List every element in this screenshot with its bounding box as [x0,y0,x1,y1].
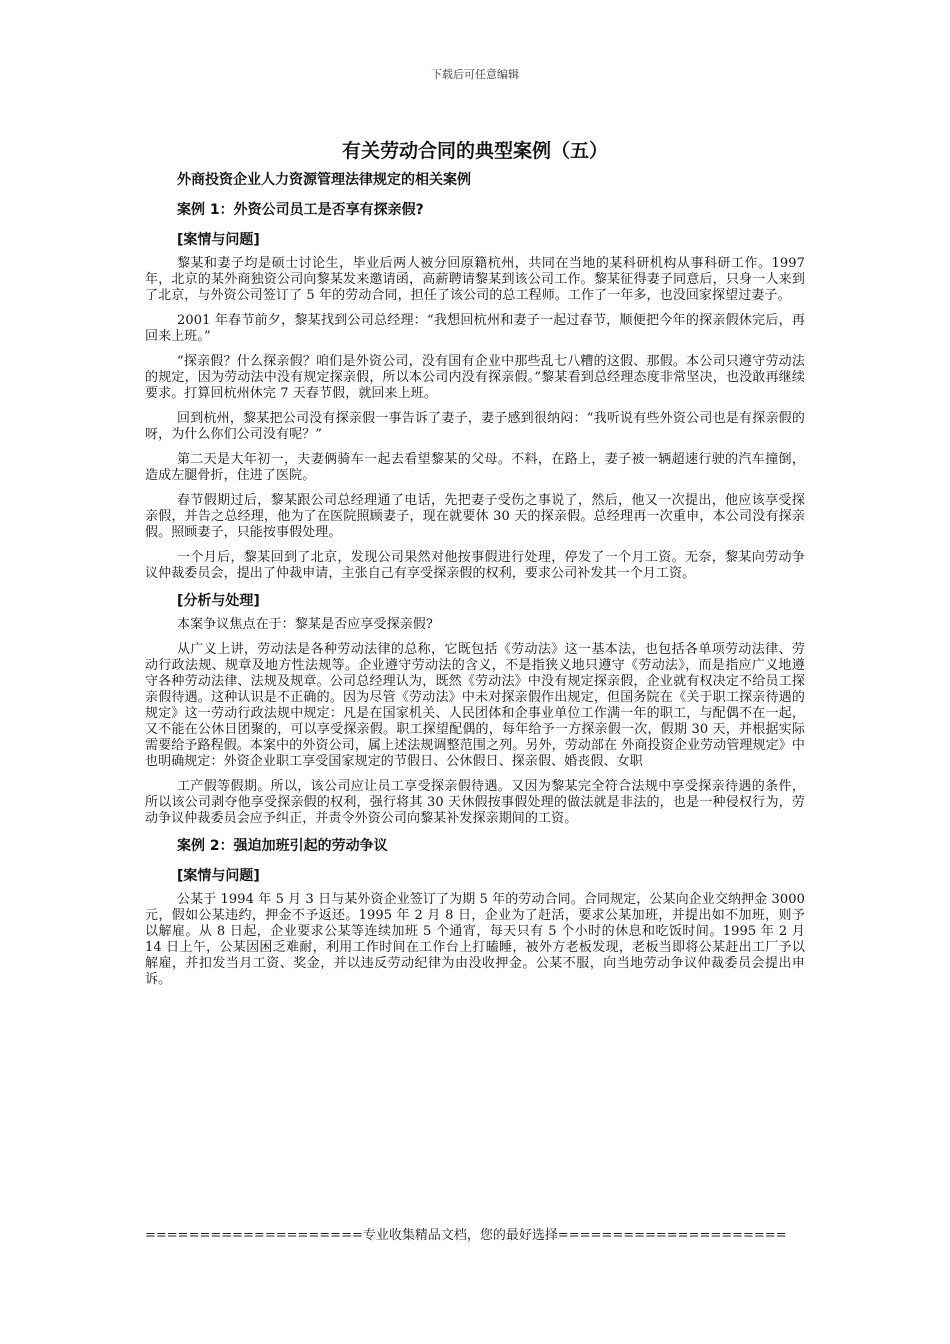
case1-facts-paragraph: 第二天是大年初一，夫妻俩骑车一起去看望黎某的父母。不料，在路上，妻子被一辆超速行驶的汽车撞倒，造成左腿骨折，住进了医院。 [145,452,805,483]
case1-facts-paragraph: 回到杭州，黎某把公司没有探亲假一事告诉了妻子，妻子感到很纳闷：“我听说有些外资公司也是有探亲假的呀，为什么你们公司没有呢？” [145,411,805,442]
case2-facts-label: [案情与问题] [177,868,260,884]
case1-facts-paragraph: 一个月后，黎某回到了北京，发现公司果然对他按事假进行处理，停发了一个月工资。无奈，黎某向劳动争议仲裁委员会，提出了仲裁申请，主张自己有享受探亲假的权利，要求公司补发其一个月工资。 [145,550,805,581]
case2-heading: 案例 2：强迫加班引起的劳动争议 [177,838,388,854]
case1-analysis-paragraph: 工产假等假期。所以，该公司应让员工享受探亲假待遇。又因为黎某完全符合法规中享受探亲待遇的条件，所以该公司剥夺他享受探亲假的权利，强行将其 30 天休假按事假处理的做法就是非法的，也是一种侵权行为，劳动争议仲裁委员会应予纠正，并责令外资公司向黎某补发探亲期间的工资。 [145,779,805,826]
document-subtitle: 外商投资企业人力资源管理法律规定的相关案例 [177,172,471,188]
case1-analysis-label: [分析与处理] [177,593,260,609]
page-header-note: 下载后可任意编辑 [431,68,519,81]
case1-heading: 案例 1：外资公司员工是否享有探亲假? [177,202,424,218]
case1-facts-label: [案情与问题] [177,232,260,248]
case1-analysis-paragraph: 本案争议焦点在于：黎某是否应享受探亲假? [177,617,433,632]
page-footer: ====================专业收集精品文档，您的最好选择===================== [145,1228,787,1243]
case2-facts-paragraph: 公某于 1994 年 5 月 3 日与某外资企业签订了为期 5 年的劳动合同。合同规定，公某向企业交纳押金 3000 元，假如公某违约，押金不予返还。1995 年 2 月 8 日，企业为了赶活，要求公某加班，并提出如不加班，则予以解雇。从 8 日起，企业要求公某等连续加班 5 个通宵，每天只有 5 个小时的休息和吃饭时间。1995 年 2 月 14 日上午，公某因困乏难耐，利用工作时间在工作台上打瞌睡，被外方老板发现，老板当即将公某赶出工厂予以解雇，并扣发当月工资、奖金，并以违反劳动纪律为由没收押金。公某不服，向当地劳动争议仲裁委员会提出申诉。 [145,892,805,987]
document-title: 有关劳动合同的典型案例（五） [341,140,608,162]
case1-facts-paragraph: 春节假期过后，黎某跟公司总经理通了电话，先把妻子受伤之事说了，然后，他又一次提出，他应该享受探亲假，并告之总经理，他为了在医院照顾妻子，现在就要休 30 天的探亲假。总经理再一次重申，本公司没有探亲假。照顾妻子，只能按事假处理。 [145,493,805,540]
case1-facts-paragraph: 黎某和妻子均是硕士讨论生，毕业后两人被分回原籍杭州，共同在当地的某科研机构从事科研工作。1997 年，北京的某外商独资公司向黎某发来邀请函，高薪聘请黎某到该公司工作。黎某征得妻子同意后，只身一人来到了北京，与外资公司签订了 5 年的劳动合同，担任了该公司的总工程师。工作了一年多，也没回家探望过妻子。 [145,256,805,303]
document-body [145,170,805,997]
case1-facts-paragraph: “探亲假？什么探亲假？咱们是外资公司，没有国有企业中那些乱七八糟的这假、那假。本公司只遵守劳动法的规定，因为劳动法中没有规定探亲假，所以本公司内没有探亲假。”黎某看到总经理态度非常坚决，也没敢再继续要求。打算回杭州休完 7 天春节假，就回来上班。 [145,354,805,401]
case1-facts-paragraph: 2001 年春节前夕，黎某找到公司总经理：“我想回杭州和妻子一起过春节，顺便把今年的探亲假休完后，再回来上班。” [145,313,805,344]
case1-analysis-paragraph: 从广义上讲，劳动法是各种劳动法律的总称，它既包括《劳动法》这一基本法，也包括各单项劳动法律、劳动行政法规、规章及地方性法规等。企业遵守劳动法的含义，不是指狭义地只遵守《劳动法》，而是指应广义地遵守各种劳动法律、法规及规章。公司总经理认为，既然《劳动法》中没有规定探亲假，企业就有权决定不给员工探亲假待遇。这种认识是不正确的。因为尽管《劳动法》中未对探亲假作出规定，但国务院在《关于职工探亲待遇的规定》这一劳动行政法规中规定：凡是在国家机关、人民团体和企事业单位工作满一年的职工，与配偶不在一起，又不能在公休日团聚的，可以享受探亲假。职工探望配偶的，每年给予一方探亲假一次，假期 30 天，并根据实际需要给予路程假。本案中的外资公司，属上述法规调整范围之列。另外，劳动部在 外商投资企业劳动管理规定》中也明确规定：外资企业职工享受国家规定的节假日、公休假日、探亲假、婚丧假、女职 [145,642,805,769]
